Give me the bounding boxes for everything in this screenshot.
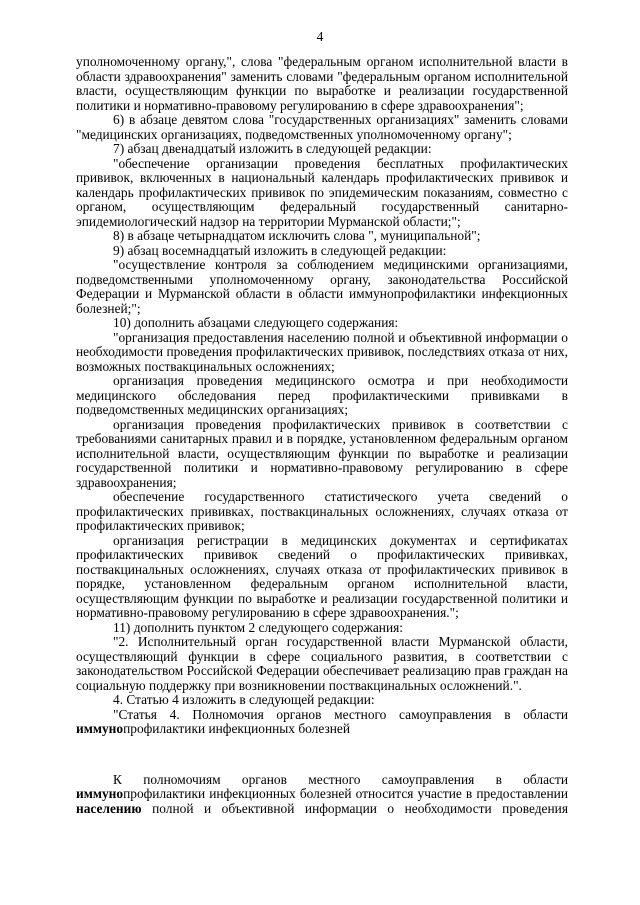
paragraph-7: "осуществление контроля за соблюдением медицинскими организациями, подведомственными уполномоченному органу, законодательства Российской Федерации и Мурманской области в области иммунопрофилактики инфекционных болезней;"; (76, 257, 568, 316)
article-heading-bold: иммуно (76, 721, 124, 736)
document-body (76, 55, 568, 816)
paragraph-4: "обеспечение организации проведения бесплатных профилактических прививок, включенных в национальный календарь профилактических прививок и календарь профилактических прививок по эпидемическим показаниям, совместно с органом, осуществляющим федеральный государственный санитарно-эпидемиологический надзор на территории Мурманской области;"; (76, 155, 568, 229)
paragraph-10: организация проведения медицинского осмотра и при необходимости медицинского обследования перед профилактическими прививками в подведомственных медицинских организациях; (76, 373, 568, 417)
paragraph-12: обеспечение государственного статистического учета сведений о профилактических прививках, поствакцинальных осложнениях, случаях отказа от профилактических прививок; (76, 489, 568, 533)
paragraph-3: 7) абзац двенадцатый изложить в следующей редакции: (113, 141, 432, 156)
paragraph-11: организация проведения профилактических прививок в соответствии с требованиями санитарных правил и в порядке, установленном федеральным органом исполнительной власти, осуществляющим функции по выработке и реализации государственной политики и нормативно-правовому регулированию в сфере здравоохранения; (76, 416, 568, 490)
article-heading-suffix: профилактики инфекционных болезней (123, 721, 351, 736)
paragraph-14: 11) дополнить пунктом 2 следующего содержания: (113, 619, 404, 635)
paragraph-1: уполномоченному органу,", слова "федеральным органом исполнительной власти в области здравоохранения" заменить словами "федеральным органом исполнительной власти, осуществляющим функции по выработке и реализации государственной политики и нормативно-правовому регулированию в сфере здравоохранения"; (76, 54, 568, 113)
page-number: 4 (316, 29, 324, 44)
paragraph-16: 4. Статью 4 изложить в следующей редакции: (113, 692, 375, 707)
final-part-3: полной и объективной информации о необходимости проведения (141, 800, 568, 816)
paragraph-6: 9) абзац восемнадцатый изложить в следующей редакции: (113, 242, 447, 258)
paragraph-9: "организация предоставления населению полной и объективной информации о необходимости проведения профилактических прививок, последствиях отказа от них, возможных поствакцинальных осложнениях; (76, 329, 568, 374)
paragraph-13: организация регистрации в медицинских документах и сертификатах профилактических прививок сведений о профилактических прививках, поствакцинальных осложнениях, случаях отказа от профилактических прививок в порядке, установленном федеральным органом исполнительной власти, осуществляющим функции по выработке и реализации государственной политики и нормативно-правовому регулированию в сфере здравоохранения."; (76, 532, 568, 620)
final-bold-2: населению (76, 800, 142, 816)
paragraph-8: 10) дополнить абзацами следующего содержания: (113, 315, 399, 330)
final-bold-1: иммуно (76, 786, 124, 801)
paragraph-2: 6) в абзаце девятом слова "государственных организациях" заменить словами "медицинских организациях, подведомственных уполномоченному органу"; (76, 112, 568, 142)
article-heading (76, 708, 568, 737)
final-part-2: профилактики инфекционных болезней относится участие в предоставлении (123, 786, 568, 801)
paragraph-15: "2. Исполнительный орган государственной власти Мурманской области, осуществляющий функции в сфере социального развития, в соответствии с законодательством Российской Федерации обеспечивает реализацию прав граждан на социальную поддержку при возникновении поствакцинальных осложнений.". (76, 634, 568, 693)
paragraph-5: 8) в абзаце четырнадцатом исключить слова ", муниципальной"; (113, 228, 481, 243)
final-part-1: К полномочиям органов местного самоуправления в области (113, 771, 568, 787)
article-heading-prefix: "Статья 4. Полномочия органов местного самоуправления в области (113, 706, 568, 722)
final-paragraph (76, 773, 568, 817)
spacer (76, 737, 568, 773)
